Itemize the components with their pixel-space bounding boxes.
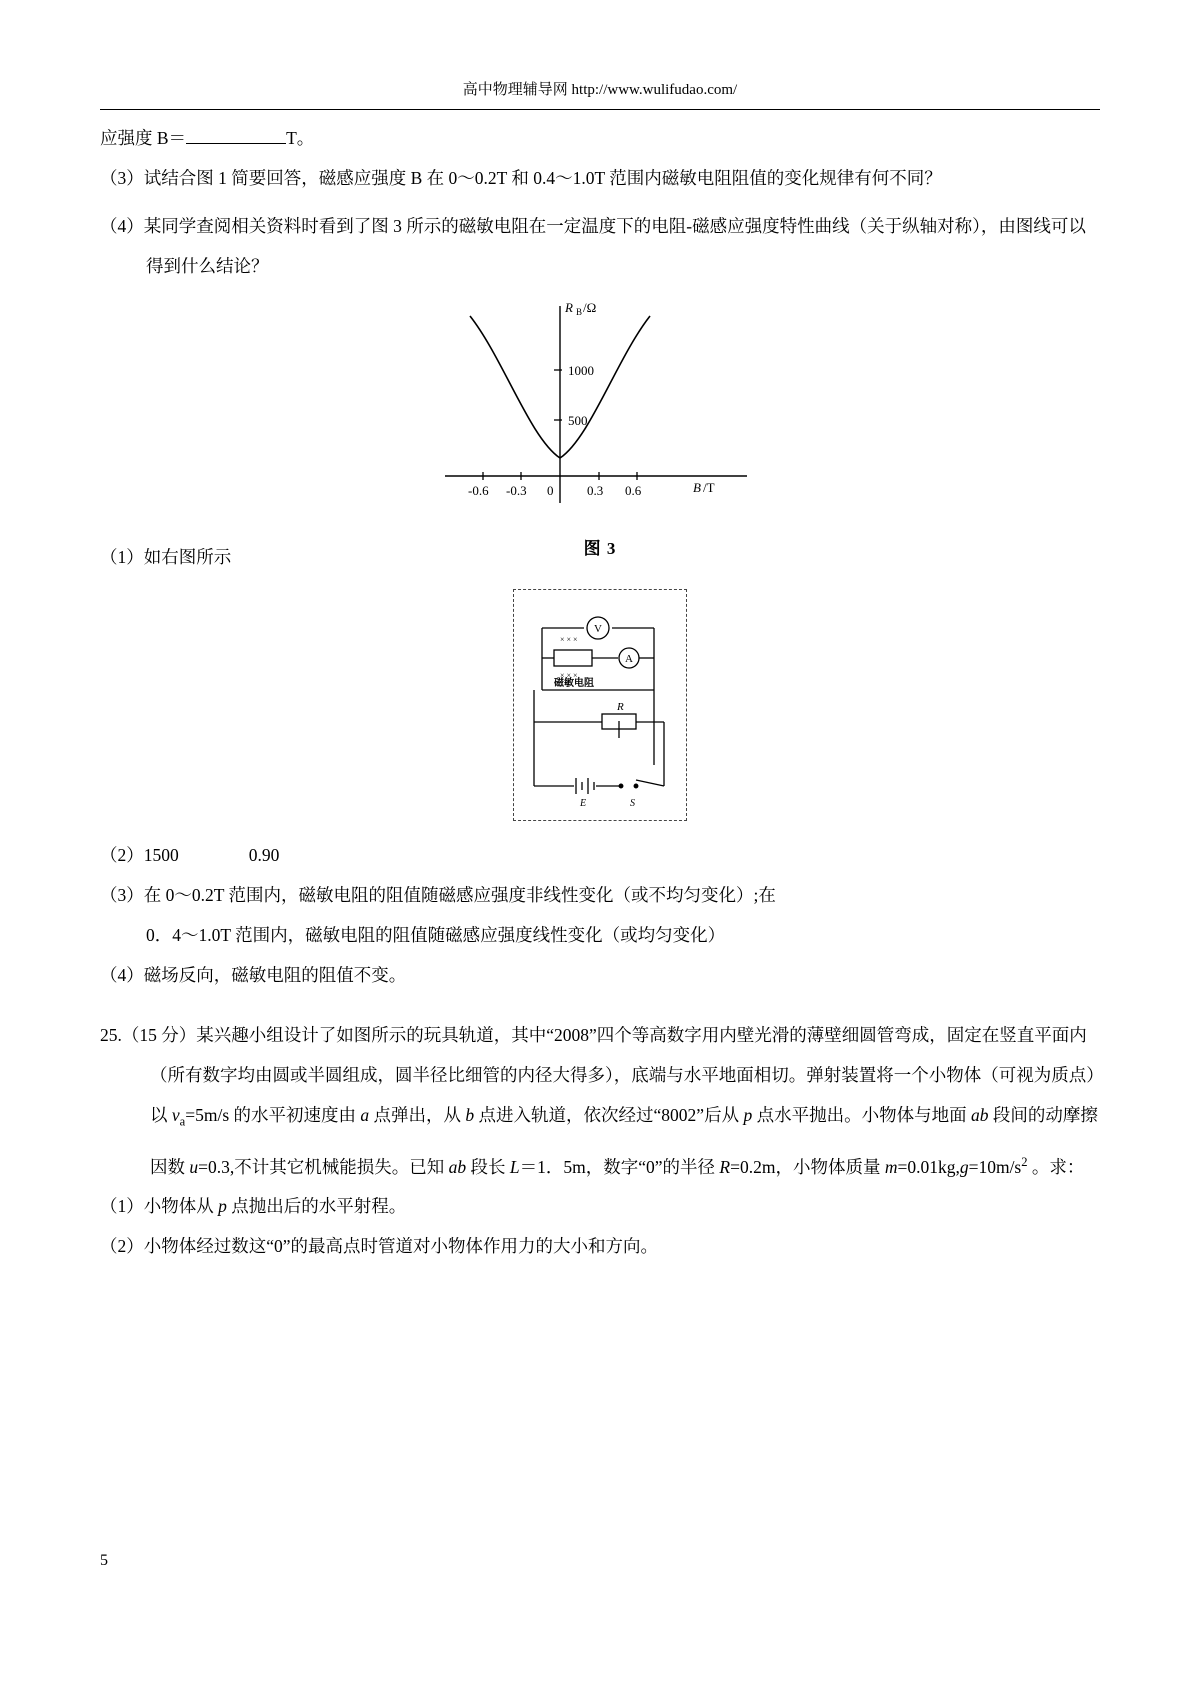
- svg-text:A: A: [625, 653, 633, 665]
- question-3: （3）试结合图 1 简要回答，磁感应强度 B 在 0～0.2T 和 0.4～1.0T 范围内磁敏电阻阻值的变化规律有何不同？: [100, 168, 942, 188]
- svg-text:-0.3: -0.3: [506, 483, 527, 498]
- svg-text:B: B: [576, 307, 583, 317]
- circuit-figure-wrapper: [100, 589, 1100, 821]
- svg-text:1000: 1000: [568, 363, 594, 378]
- svg-text:-0.6: -0.6: [468, 483, 489, 498]
- answer-line-b: 应强度 B＝ T。: [100, 128, 315, 148]
- svg-text:/Ω: /Ω: [583, 300, 597, 315]
- answer-2-value-2: 0.90: [248, 845, 280, 865]
- svg-text:/T: /T: [703, 480, 715, 495]
- page-header: [100, 0, 1100, 110]
- circuit-svg: [514, 590, 684, 818]
- svg-text:V: V: [594, 623, 602, 635]
- page-number: 5: [100, 1552, 108, 1569]
- figure-3-svg: [435, 298, 765, 523]
- figure-3-caption: 图 3: [583, 539, 617, 558]
- answer-3-line-1: （3）在 0～0.2T 范围内，磁敏电阻的阻值随磁感应强度非线性变化（或不均匀变化）;在: [100, 885, 776, 905]
- question-4: （4）某同学查阅相关资料时看到了图 3 所示的磁敏电阻在一定温度下的电阻-磁感应强度特性曲线（关于纵轴对称），由图线可以得到什么结论？: [100, 216, 1086, 276]
- svg-text:R: R: [565, 300, 573, 315]
- svg-text:E: E: [580, 798, 587, 809]
- svg-text:0.6: 0.6: [625, 483, 642, 498]
- magnet-marks-top: × × ×: [560, 635, 578, 644]
- svg-text:S: S: [630, 798, 635, 809]
- answer-1: （1）如右图所示: [100, 547, 232, 567]
- svg-text:磁敏电阻: 磁敏电阻: [554, 678, 594, 689]
- question-25-sub-1: （1）小物体从 p 点抛出后的水平射程。: [100, 1196, 407, 1217]
- question-25: 25.（15 分）某兴趣小组设计了如图所示的玩具轨道，其中“2008”四个等高数字用内壁光滑的薄壁细圆管弯成，固定在竖直平面内（所有数字均由圆或半圆组成，圆半径比细管的内径大得多），底端与水平地面相切。弹射装置将一个小物体（可视为质点）以 $v_a=5m/s$ 的水平初速度由 a 点弹出，从 b 点进入轨道，依次经过“8002”后从 p 点水平抛出。小物体与地面 ab 段间的动摩擦因数 u=0.3,不计其它机械能损失。已知 ab 段长 L＝1．5m，数字“0”的半径 R=0.2m，小物体质量 $m=0.01kg,g=10m/s^2$ 。求：: [100, 1025, 1098, 1177]
- svg-text:R: R: [617, 701, 624, 713]
- svg-text:500: 500: [568, 413, 588, 428]
- header-site-text: 高中物理辅导网 http://www.wulifudao.com/: [462, 82, 738, 98]
- blank-underline: [186, 143, 286, 144]
- svg-text:0: 0: [547, 483, 554, 498]
- answer-2: （2）1500 0.90: [100, 845, 280, 865]
- svg-text:0.3: 0.3: [587, 483, 604, 498]
- magnet-marks-bottom: × × ×: [560, 671, 578, 680]
- answer-3-line-2: 0．4～1.0T 范围内，磁敏电阻的阻值随磁感应强度线性变化（或均匀变化）: [146, 925, 726, 945]
- figure-3-graph: [435, 298, 765, 558]
- document-body: [100, 110, 1100, 1266]
- answer-4: （4）磁场反向，磁敏电阻的阻值不变。: [100, 965, 407, 985]
- question-25-sub-2: （2）小物体经过数这“0”的最高点时管道对小物体作用力的大小和方向。: [100, 1236, 659, 1257]
- answer-2-value-1: 1500: [143, 845, 179, 865]
- svg-text:B: B: [693, 480, 701, 495]
- circuit-diagram: [513, 589, 687, 821]
